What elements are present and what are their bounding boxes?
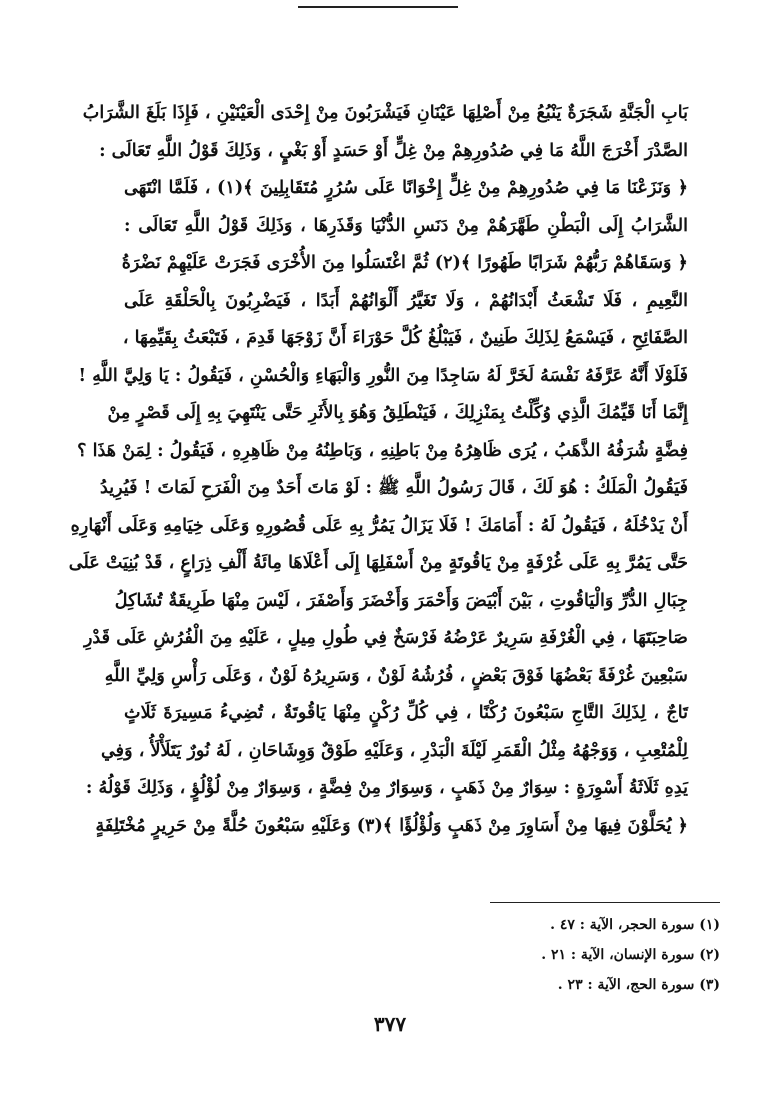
text-line: بَابِ الْجَنَّةِ شَجَرَةٌ يَنْبُعُ مِنْ أَصْلِهَا عَيْنَانِ فَيَشْرَبُونَ مِنْ إِحْدَى الْعَيْنَيْنِ ، فَإِذَا بَلَغَ الشَّرَابُ [82, 102, 688, 123]
text-line: فِضَّةٍ شُرَفُهُ الذَّهَبُ ، يُرَى ظَاهِرُهُ مِنْ بَاطِنِهِ ، وَبَاطِنُهُ مِنْ ظَاهِرِهِ ، فَيَقُولُ : لِمَنْ هَذَا ؟ [77, 439, 688, 461]
text-line: فَلَوْلَا أَنَّهُ عَرَّفَهُ نَفْسَهُ لَخَرَّ لَهُ سَاجِدًا مِنَ النُّورِ وَالْبَهَاءِ وَالْحُسْنِ ، فَيَقُولُ : يَا وَلِيَّ اللَّهِ ! [78, 364, 688, 386]
text-line: الشَّرَابُ إِلَى الْبَطْنِ طَهَّرَهُمْ مِنْ دَنَسِ الدُّنْيَا وَقَذَرِهَا ، وَذَلِكَ قَوْلُ اللَّهِ تَعَالَى : [124, 214, 688, 236]
text-line: فَيَقُولُ الْمَلَكُ : هُوَ لَكَ ، قَالَ رَسُولُ اللَّهِ ﷺ : لَوْ مَاتَ أَحَدٌ مِنَ الْفَرَحِ لَمَاتَ ! فَيُرِيدُ [99, 477, 688, 498]
text-line: النَّعِيمِ ، فَلَا تَشْعَثُ أَبْدَانُهُمْ ، وَلَا تَغَيَّرُ أَلْوَانُهُمْ أَبَدًا ، فَيَضْرِبُونَ بِالْحَلْقَةِ عَلَى [124, 289, 688, 311]
footnote-2: (٢) سورة الإنسان، الآية : ٢١ . [541, 947, 720, 963]
text-line: إِنَّمَا أَنَا قَيِّمُكَ الَّذِي وُكِّلْتُ بِمَنْزِلِكَ ، فَيَنْطَلِقُ وَهُوَ بِالأَثَرِ حَتَّى يَنْتَهِيَ بِهِ إِلَى قَصْرٍ مِنْ [107, 402, 688, 423]
text-line: الصَّفَائِحِ ، فَيَسْمَعُ لِذَلِكَ طَنِينٌ ، فَيَبْلُغُ كُلَّ حَوْرَاءَ أَنَّ زَوْجَهَا قَدِمَ ، فَتَبْعَثُ بِقَيِّمِهَا ، [122, 327, 688, 348]
text-line: صَاحِبَتَهَا ، فِي الْغُرْفَةِ سَرِيرٌ عَرْضُهُ فَرْسَخٌ فِي طُولِ مِيلٍ ، عَلَيْهِ مِنَ الْفُرُشِ عَلَى قَدْرِ [83, 627, 688, 648]
footnote-1: (١) سورة الحجر، الآية : ٤٧ . [550, 917, 720, 933]
text-line: ﴿ يُحَلَّوْنَ فِيهَا مِنْ أَسَاوِرَ مِنْ ذَهَبٍ وَلُؤْلُؤًا ﴾(٣) وَعَلَيْهِ سَبْعُونَ حُلَّةً مِنْ حَرِيرٍ مُخْتَلِفَةٍ [95, 814, 688, 836]
header-rule [298, 6, 458, 8]
text-line: تَاجٌ ، لِذَلِكَ التَّاجِ سَبْعُونَ رُكْنًا ، فِي كُلِّ رُكْنٍ مِنْهَا يَاقُوتَةٌ ، تُضِيءُ مَسِيرَةَ ثَلَاثٍ [124, 702, 688, 723]
text-line: سَبْعِينَ غُرْفَةً بَعْضُهَا فَوْقَ بَعْضٍ ، فُرُشُهُ لَوْنٌ ، وَسَرِيرُهُ لَوْنٌ ، وَعَلَى رَأْسِ وَلِيِّ اللَّهِ [104, 664, 688, 686]
footnote-separator [490, 902, 720, 903]
text-line: يَدِهِ ثَلَاثَةُ أَسْوِرَةٍ : سِوَارٌ مِنْ ذَهَبٍ ، وَسِوَارٌ مِنْ فِضَّةٍ ، وَسِوَارٌ مِنْ لُؤْلُؤٍ ، وَذَلِكَ قَوْلُهُ : [85, 777, 688, 798]
text-line: حَتَّى يَمُرَّ بِهِ عَلَى غُرْفَةٍ مِنْ يَاقُوتَةٍ مِنْ أَسْفَلِهَا إِلَى أَعْلَاهَا مِائَةُ أَلْفِ ذِرَاعٍ ، قَدْ بُنِيَتْ عَلَى [68, 552, 688, 573]
text-line: ﴿ وَسَقَاهُمْ رَبُّهُمْ شَرَابًا طَهُورًا ﴾(٢) ثُمَّ اغْتَسَلُوا مِنَ الأُخْرَى فَجَرَتْ عَلَيْهِمْ نَضْرَةُ [121, 252, 688, 273]
page-number: ٣٧٧ [373, 1012, 407, 1036]
text-line: أَنْ يَدْخُلَهُ ، فَيَقُولُ لَهُ : أَمَامَكَ ! فَلَا يَزَالُ يَمُرُّ بِهِ عَلَى قُصُورِهِ وَعَلَى خِيَامِهِ وَعَلَى أَنْهَارِهِ [70, 514, 688, 536]
text-line: الصَّدْرَ أَخْرَجَ اللَّهُ مَا فِي صُدُورِهِمْ مِنْ غِلٍّ أَوْ حَسَدٍ أَوْ بَغْيٍ ، وَذَلِكَ قَوْلُ اللَّهِ تَعَالَى : [99, 139, 688, 161]
text-line: لِلْمُتْعِبِ ، وَوَجْهُهُ مِثْلُ الْقَمَرِ لَيْلَةَ الْبَدْرِ ، وَعَلَيْهِ طَوْقٌ وَوِشَاحَانِ ، لَهُ نُورٌ يَتَلَأْلَأُ ، وَفِي [101, 739, 688, 761]
text-line: جِبَالِ الدُّرِّ وَالْيَاقُوتِ ، بَيْنَ أَبْيَضَ وَأَحْمَرَ وَأَخْضَرَ وَأَصْفَرَ ، لَيْسَ مِنْهَا طَرِيقَةٌ تُشَاكِلُ [114, 589, 688, 611]
footnotes [320, 910, 720, 1000]
main-text [68, 94, 688, 844]
footnote-3: (٣) سورة الحج، الآية : ٢٣ . [557, 977, 720, 993]
text-line: ﴿ وَنَزَعْنَا مَا فِي صُدُورِهِمْ مِنْ غِلٍّ إِخْوَانًا عَلَى سُرُرٍ مُتَقَابِلِينَ ﴾(١) ، فَلَمَّا انْتَهَى [124, 177, 688, 198]
